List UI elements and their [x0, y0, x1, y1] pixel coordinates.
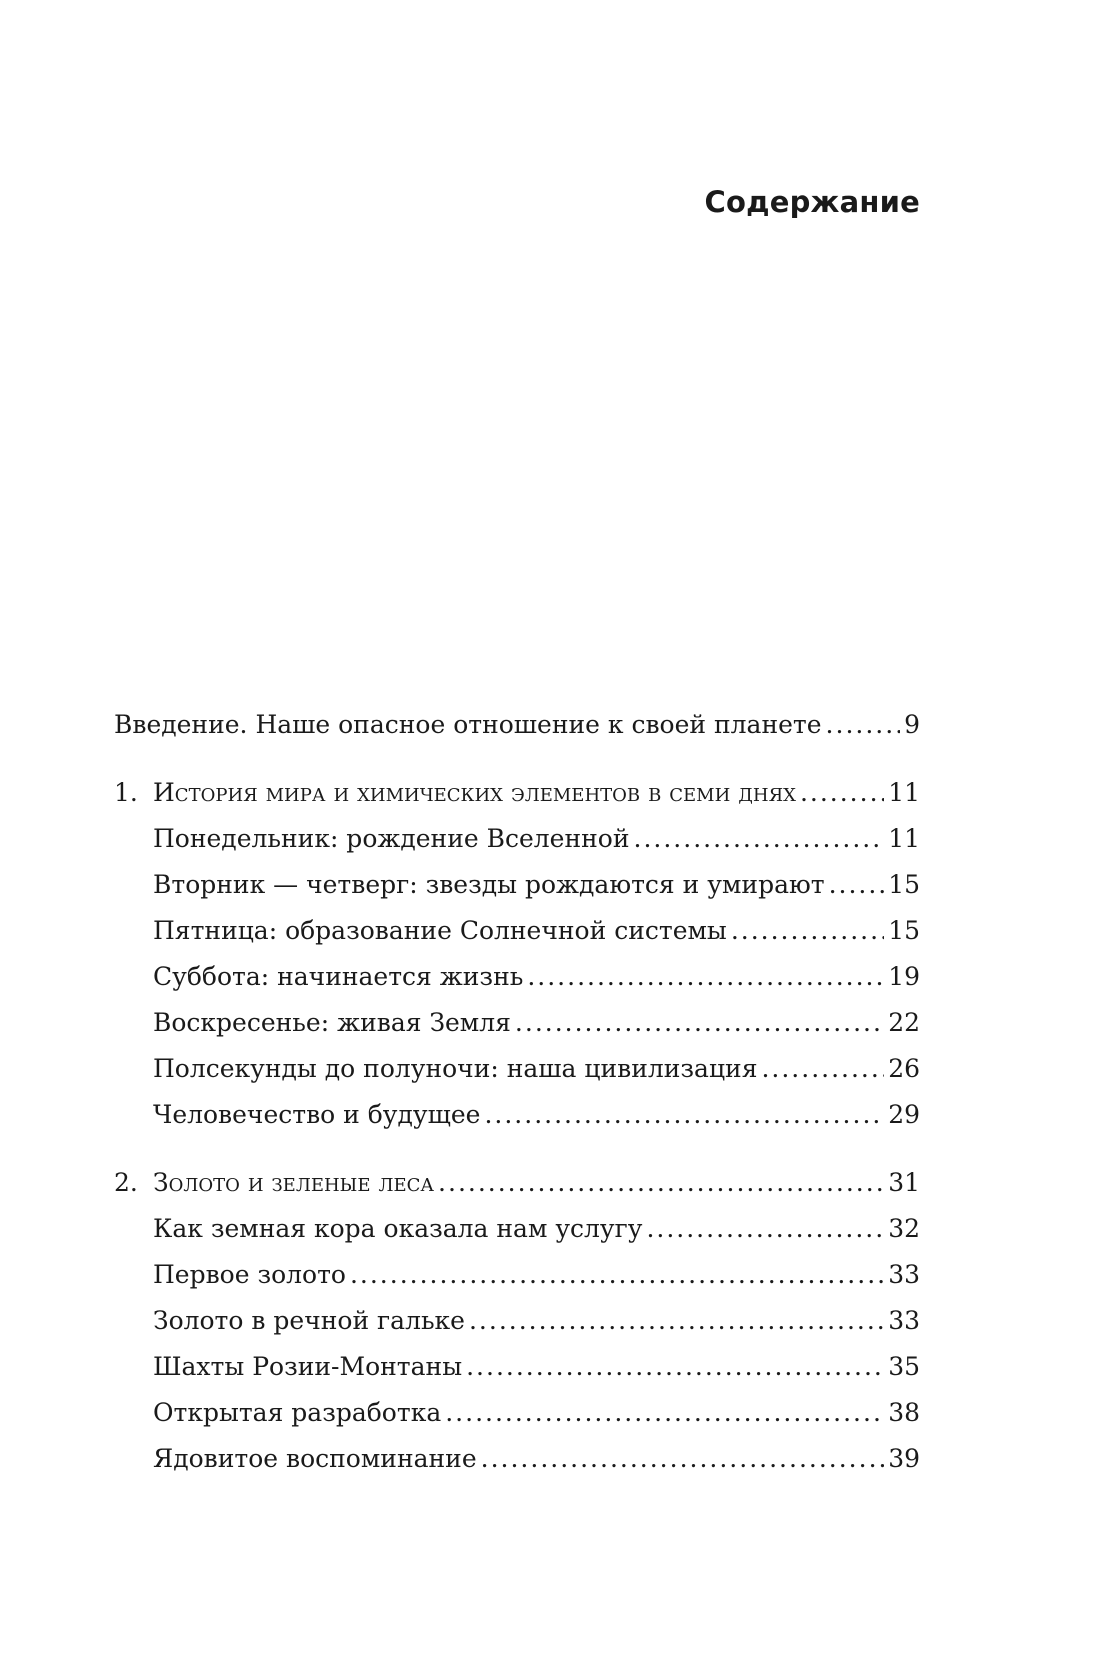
toc-page-number: 33 — [888, 1260, 920, 1289]
toc-page-number: 26 — [888, 1054, 920, 1083]
section-title: Суббота: начинается жизнь — [153, 962, 524, 991]
toc-page-number: 39 — [888, 1444, 920, 1473]
toc-page-number: 32 — [888, 1214, 920, 1243]
toc-page-number: 9 — [904, 710, 920, 739]
dot-leader — [800, 770, 884, 816]
toc-page-number: 19 — [888, 962, 920, 991]
section-title: Полсекунды до полуночи: наша цивилизация — [153, 1054, 758, 1083]
dot-leader — [481, 1436, 885, 1482]
toc-page-number: 29 — [888, 1100, 920, 1129]
dot-leader — [761, 1046, 884, 1092]
dot-leader — [484, 1092, 884, 1138]
dot-leader — [527, 954, 884, 1000]
toc-page-number: 31 — [888, 1168, 920, 1197]
toc-section[interactable] — [114, 908, 920, 954]
section-title: Вторник — четверг: звезды рождаются и умирают — [153, 870, 825, 899]
dot-leader — [646, 1206, 884, 1252]
dot-leader — [350, 1252, 884, 1298]
toc-page-number: 11 — [888, 824, 920, 853]
page-title: Содержание — [704, 185, 920, 219]
toc-page-number: 15 — [888, 916, 920, 945]
toc-page-number: 38 — [888, 1398, 920, 1427]
dot-leader — [438, 1160, 884, 1206]
toc-section[interactable] — [114, 1206, 920, 1252]
toc-section[interactable] — [114, 1252, 920, 1298]
section-title: Как земная кора оказала нам услугу — [153, 1214, 643, 1243]
toc-section[interactable] — [114, 816, 920, 862]
toc-page-number: 15 — [888, 870, 920, 899]
dot-leader — [515, 1000, 884, 1046]
toc-page-number: 11 — [888, 778, 920, 807]
chapter-number: 2. — [114, 1168, 138, 1197]
section-title: Первое золото — [153, 1260, 346, 1289]
toc-page-number: 22 — [888, 1008, 920, 1037]
chapter-title: История мира и химических элементов в семи днях — [153, 778, 796, 807]
toc-section[interactable] — [114, 1298, 920, 1344]
toc-section[interactable] — [114, 1436, 920, 1482]
dot-leader — [445, 1390, 884, 1436]
toc-chapter-1[interactable] — [114, 770, 920, 816]
section-title: Шахты Розии-Монтаны — [153, 1352, 463, 1381]
dot-leader — [826, 702, 901, 748]
toc-entry-intro[interactable] — [114, 702, 920, 748]
toc-section[interactable] — [114, 954, 920, 1000]
dot-leader — [466, 1344, 884, 1390]
toc-chapter-2[interactable] — [114, 1160, 920, 1206]
toc-section[interactable] — [114, 1092, 920, 1138]
chapter-title: Золото и зеленые леса — [153, 1168, 435, 1197]
chapter-number: 1. — [114, 778, 138, 807]
section-title: Открытая разработка — [153, 1398, 442, 1427]
toc-section[interactable] — [114, 1344, 920, 1390]
dot-leader — [469, 1298, 884, 1344]
section-title: Пятница: образование Солнечной системы — [153, 916, 727, 945]
dot-leader — [731, 908, 884, 954]
toc-section[interactable] — [114, 1046, 920, 1092]
section-title: Золото в речной гальке — [153, 1306, 465, 1335]
dot-leader — [634, 816, 885, 862]
section-title: Человечество и будущее — [153, 1100, 481, 1129]
toc-section[interactable] — [114, 862, 920, 908]
toc-section[interactable] — [114, 1000, 920, 1046]
section-title: Ядовитое воспоминание — [153, 1444, 477, 1473]
section-title: Понедельник: рождение Вселенной — [153, 824, 630, 853]
toc-section[interactable] — [114, 1390, 920, 1436]
toc-page-number: 33 — [888, 1306, 920, 1335]
table-of-contents — [114, 702, 920, 1482]
section-title: Воскресенье: живая Земля — [153, 1008, 511, 1037]
dot-leader — [829, 862, 885, 908]
toc-entry-label: Введение. Наше опасное отношение к своей планете — [114, 710, 822, 739]
toc-page-number: 35 — [888, 1352, 920, 1381]
